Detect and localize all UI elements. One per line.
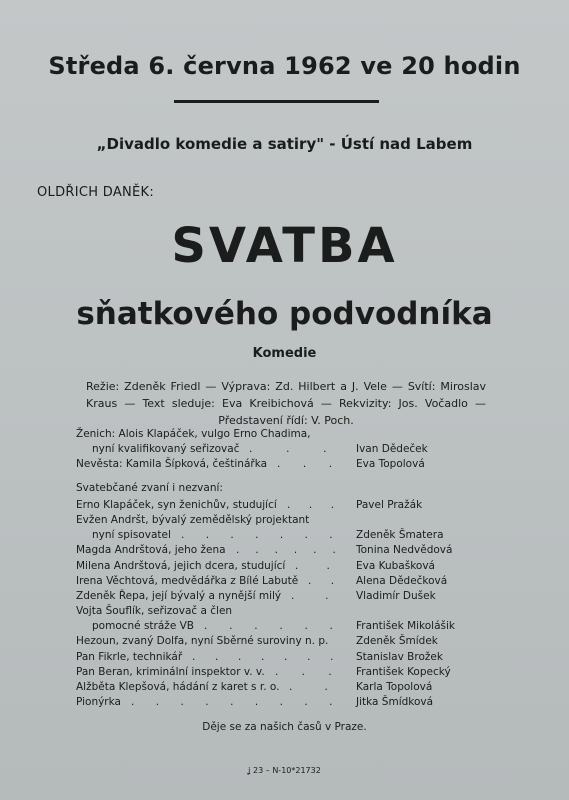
cast-row: [76, 666, 486, 681]
cast-role: Zdeněk Řepa, její bývalý a nynější milý: [76, 589, 282, 602]
play-genre: Komedie: [252, 346, 317, 361]
credits-line: Představení řídí: V. Poch.: [218, 414, 354, 427]
theatre-name: „Divadlo komedie a satiry" - Ústí nad Labem: [96, 135, 473, 153]
guests-heading: Svatebčané zvaní i nezvaní:: [76, 481, 223, 494]
cast-role: nyní spisovatel: [92, 529, 171, 542]
cast-actor: Stanislav Brožek: [356, 650, 443, 663]
leader-dots: . . . . . .: [204, 620, 343, 633]
leader-dots: . . .: [277, 458, 342, 471]
cast-role: Evžen Andršt, bývalý zemědělský projektant: [76, 513, 310, 526]
cast-actor: Pavel Pražák: [356, 498, 423, 511]
cast-row: [76, 651, 486, 666]
play-subtitle: sňatkového podvodníka: [76, 296, 493, 332]
leader-dots: . . .: [287, 498, 342, 511]
cast-main-group: [76, 428, 486, 474]
credits-line: Kraus — Text sleduje: Eva Kreibichová — Rekvizity: Jos. Vočadlo —: [86, 397, 486, 410]
cast-row: [76, 428, 486, 443]
cast-role: Alžběta Klepšová, hádání z karet s r. o.: [76, 681, 280, 693]
cast-role: Pan Beran, kriminální inspektor v. v.: [76, 665, 265, 678]
leader-dots: . . .: [275, 665, 342, 678]
leader-dots: . .: [295, 559, 343, 572]
cast-row: [76, 620, 486, 635]
credits-line: Režie: Zdeněk Friedl — Výprava: Zd. Hilbert a J. Vele — Svítí: Miroslav: [86, 380, 486, 393]
leader-dots: . . . . . . .: [181, 529, 342, 542]
cast-actor: Ivan Dědeček: [356, 443, 428, 456]
cast-actor: František Kopecký: [356, 665, 451, 678]
cast-row: [76, 458, 486, 473]
cast-guests-group: [76, 499, 486, 712]
cast-actor: Alena Dědečková: [356, 574, 448, 587]
play-title: SVATBA: [171, 218, 398, 274]
cast-role: nyní kvalifikovaný seřizovač: [92, 443, 240, 456]
cast-actor: Jitka Šmídková: [356, 696, 434, 709]
cast-row: [76, 529, 486, 544]
cast-actor: Zdeněk Šmatera: [356, 529, 444, 542]
leader-dots: . . .: [249, 443, 342, 456]
header-divider: [174, 100, 379, 103]
cast-row: [76, 590, 486, 605]
cast-role: Pionýrka: [76, 696, 121, 709]
cast-list: [76, 428, 486, 711]
cast-row: [76, 499, 486, 514]
leader-dots: . .: [308, 574, 343, 587]
leader-dots: . .: [291, 589, 343, 602]
cast-row: [76, 575, 486, 590]
cast-row: [76, 635, 486, 650]
leader-dots: . . . . . . . . .: [131, 696, 342, 709]
cast-row: [76, 681, 486, 696]
cast-actor: Karla Topolová: [356, 681, 433, 693]
cast-row: [76, 696, 486, 711]
leader-dots: . . . . . . .: [192, 650, 342, 663]
leader-dots: . . . . . .: [236, 544, 343, 557]
cast-row: [76, 544, 486, 559]
cast-role: pomocné stráže VB: [92, 620, 195, 633]
cast-role: Pan Fikrle, technikář: [76, 650, 183, 663]
cast-role: Ženich: Alois Klapáček, vulgo Erno Chadima,: [76, 428, 311, 440]
setting-note: Děje se za našich časů v Praze.: [202, 721, 367, 733]
cast-role: Magda Andrštová, jeho žena: [76, 544, 226, 557]
cast-actor: Zdeněk Šmídek: [356, 635, 438, 648]
cast-row: [76, 514, 486, 529]
cast-row: [76, 560, 486, 575]
cast-actor: František Mikolášik: [356, 620, 455, 633]
performance-date: Středa 6. června 1962 ve 20 hodin: [48, 52, 521, 80]
cast-role: Nevěsta: Kamila Šípková, češtinářka: [76, 458, 268, 471]
cast-role: Vojta Šouflík, seřizovač a člen: [76, 605, 233, 618]
guests-heading-row: [76, 482, 486, 497]
cast-row: [76, 443, 486, 458]
printer-imprint: ʝ 23 – N-10*21732: [248, 766, 321, 775]
cast-row: [76, 605, 486, 620]
cast-actor: Tonina Nedvědová: [356, 544, 453, 557]
cast-actor: Eva Topolová: [356, 458, 425, 471]
play-author: OLDŘICH DANĚK:: [37, 185, 155, 200]
production-credits: [86, 378, 486, 429]
leader-dots: . .: [289, 681, 343, 693]
cast-actor: Eva Kubašková: [356, 559, 435, 572]
cast-role: Erno Klapáček, syn ženichův, studující: [76, 498, 277, 511]
cast-role: Irena Věchtová, medvědářka z Bílé Labutě: [76, 574, 299, 587]
cast-role: Milena Andrštová, jejich dcera, studující: [76, 559, 286, 572]
cast-actor: Vladimír Dušek: [356, 589, 436, 602]
cast-role: Hezoun, zvaný Dolfa, nyní Sběrné suroviny n. p.: [76, 635, 329, 648]
